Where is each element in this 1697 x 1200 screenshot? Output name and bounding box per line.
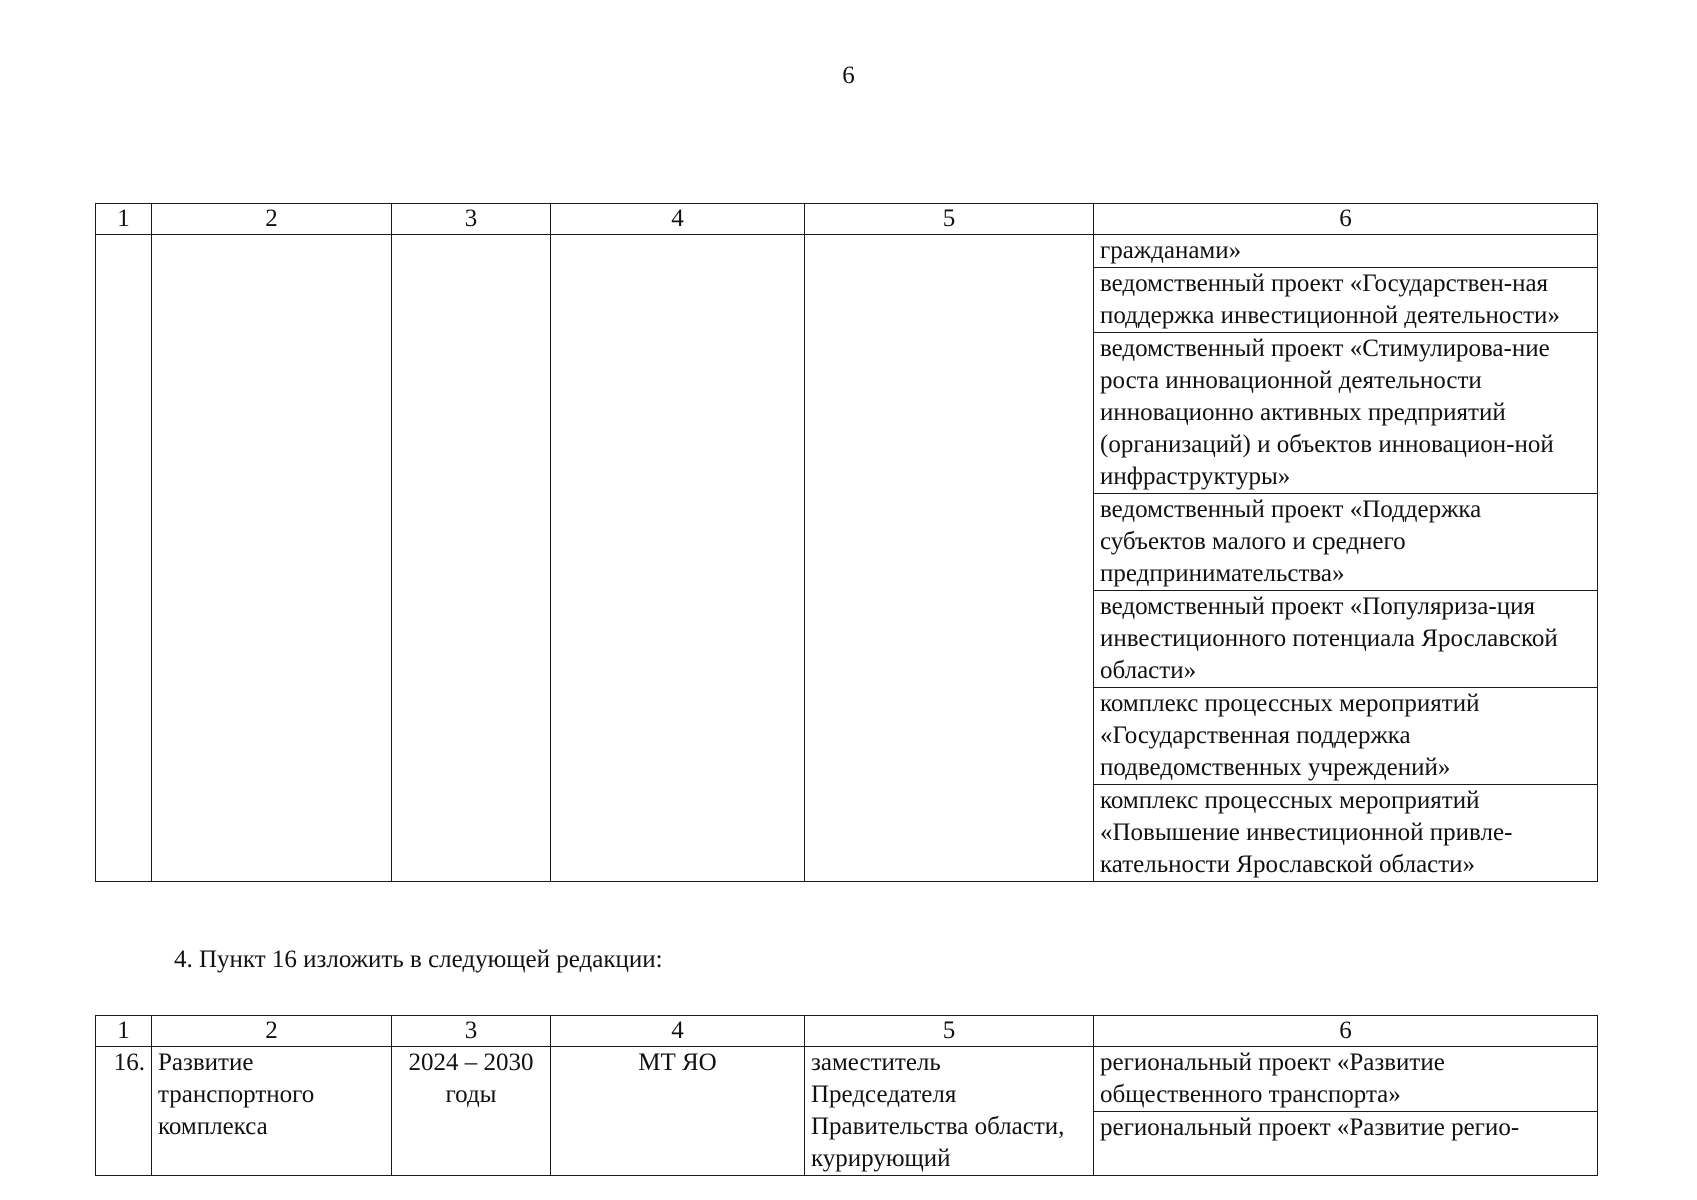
- table-item-16: [95, 1015, 1598, 1176]
- table-row: [96, 235, 1598, 882]
- table-header-row: [96, 204, 1598, 235]
- header-cell: 1: [96, 1016, 152, 1047]
- table-row: [96, 1047, 1598, 1176]
- project-entry: гражданами»: [1094, 235, 1597, 268]
- header-cell: 2: [152, 204, 392, 235]
- cell-projects: [1094, 1047, 1598, 1176]
- header-cell: 4: [551, 204, 805, 235]
- project-entry: ведомственный проект «Популяриза-ция инвестиционного потенциала Ярославской области»: [1094, 591, 1597, 688]
- amendment-paragraph: 4. Пункт 16 изложить в следующей редакции:: [174, 946, 663, 973]
- header-cell: 3: [392, 204, 551, 235]
- cell-executor: МТ ЯО: [551, 1047, 805, 1176]
- cell-number: 16.: [96, 1047, 152, 1176]
- header-cell: 6: [1094, 204, 1598, 235]
- project-entry: региональный проект «Развитие общественного транспорта»: [1094, 1047, 1597, 1112]
- project-entry: комплекс процессных мероприятий «Повышение инвестиционной привле-кательности Ярославской области»: [1100, 787, 1513, 878]
- cell-projects: [1094, 235, 1598, 882]
- cell-curator: [805, 235, 1094, 882]
- header-cell: 2: [152, 1016, 392, 1047]
- cell-period: [392, 235, 551, 882]
- project-entry: ведомственный проект «Стимулирова-ние роста инновационной деятельности инновационно активных предприятий (организаций) и объектов инновацион-ной инфраструктуры»: [1094, 333, 1597, 494]
- header-cell: 4: [551, 1016, 805, 1047]
- header-cell: 5: [805, 1016, 1094, 1047]
- header-cell: 3: [392, 1016, 551, 1047]
- page-number: 6: [842, 62, 855, 89]
- project-entry: комплекс процессных мероприятий «Государственная поддержка подведомственных учреждений»: [1094, 688, 1597, 785]
- cell-period: 2024 – 2030 годы: [392, 1047, 551, 1176]
- header-cell: 5: [805, 204, 1094, 235]
- project-entry: ведомственный проект «Поддержка субъектов малого и среднего предпринимательства»: [1094, 494, 1597, 591]
- cell-name: Развитие транспортного комплекса: [152, 1047, 392, 1176]
- table-continuation: [95, 203, 1598, 882]
- table-header-row: [96, 1016, 1598, 1047]
- project-entry: региональный проект «Развитие регио-: [1100, 1114, 1520, 1141]
- cell-number: [96, 235, 152, 882]
- project-entry: ведомственный проект «Государствен-ная поддержка инвестиционной деятельности»: [1094, 268, 1597, 333]
- header-cell: 1: [96, 204, 152, 235]
- header-cell: 6: [1094, 1016, 1598, 1047]
- cell-curator: заместитель Председателя Правительства области, курирующий: [805, 1047, 1094, 1176]
- cell-executor: [551, 235, 805, 882]
- cell-name: [152, 235, 392, 882]
